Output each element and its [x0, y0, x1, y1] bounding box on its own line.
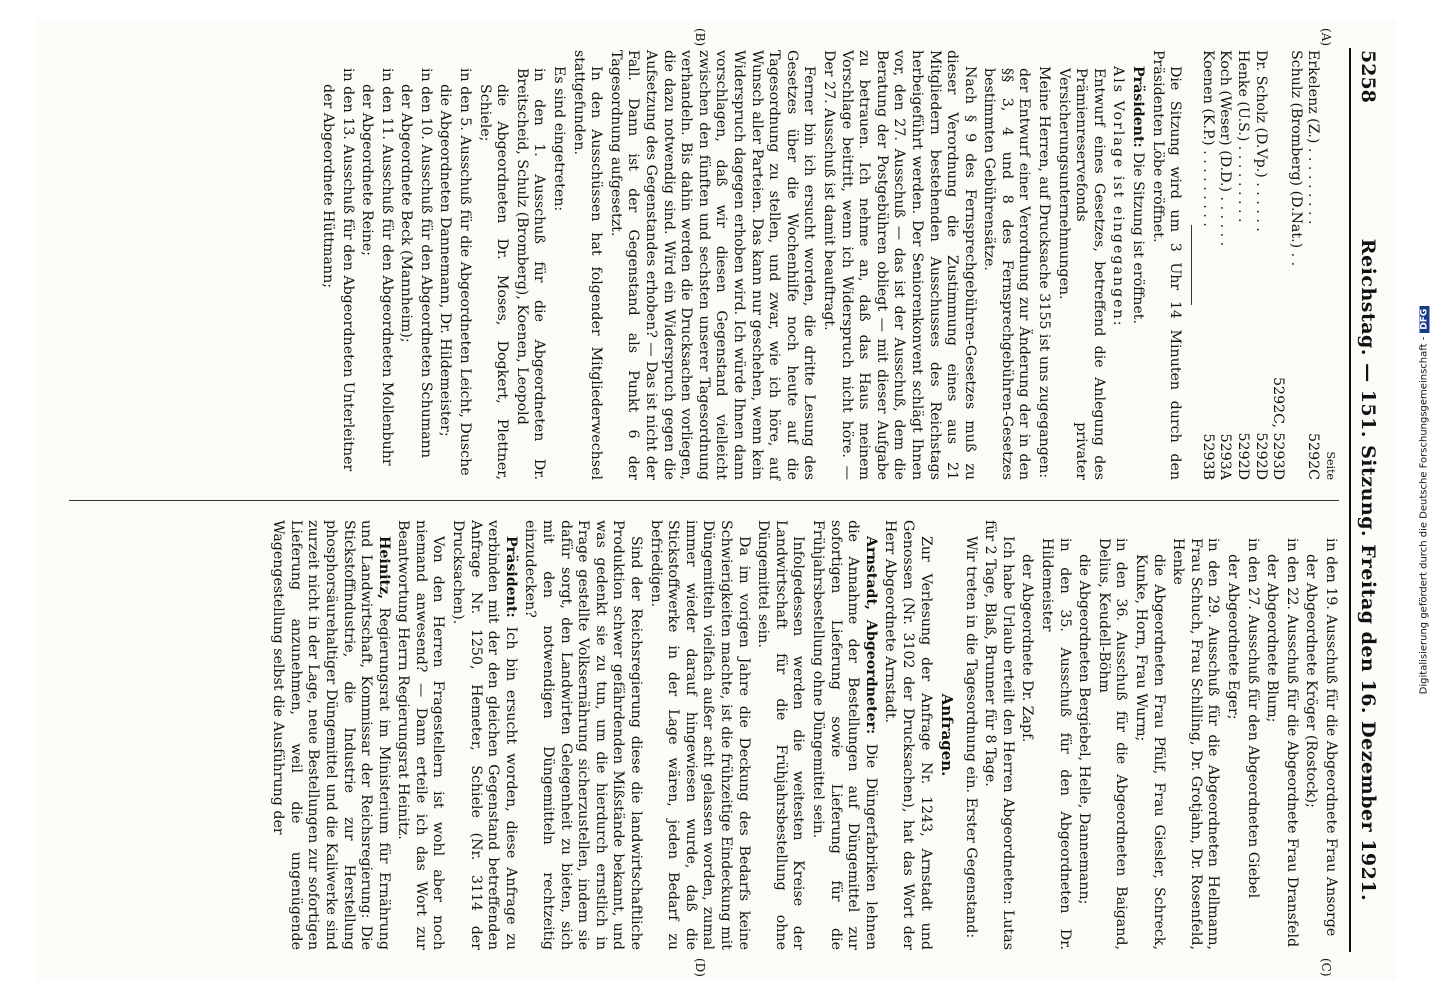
paragraph: in den 5. Ausschuß für die Abgeordneten Leicht, Dusche: [457, 68, 474, 476]
table-row: [1304, 50, 1322, 480]
paragraph: der Abgeordnete Beck (Mannheim);: [398, 84, 415, 343]
toc-speaker: Koenen (K.P.) . . . . . . . . .: [1199, 50, 1216, 227]
toc-page: 5292C, 5293D: [1270, 377, 1287, 480]
table-row: [1233, 50, 1251, 480]
paragraph: Ich habe Urlaub erteilt den Herren Abgeordneten: Lutas für 2 Tage, Blaß, Brunner für 8 Tage.: [982, 520, 1016, 950]
table-row: [1269, 50, 1287, 480]
table-row: [1198, 50, 1216, 480]
paragraph: die Abgeordneten Bergiebel, Helle, Dannemann;: [1076, 554, 1093, 905]
paragraph: Meine Herren, auf Drucksache 3155 ist uns zugegangen:: [1036, 66, 1053, 479]
paragraph: Infolgedessen werden die weitesten Kreise der Landwirtschaft für die Frühjahrsbestellung ohne Düngemittel sein.: [755, 520, 807, 950]
toc-speaker: Henke (U.S.) . . . . . . . . .: [1235, 50, 1252, 223]
paragraph: in den 36. Ausschuß für die Abgeordneten Baigand, Delius, Keudell-Böhm: [1095, 538, 1130, 950]
paragraph: in den 10. Ausschuß für den Abgeordneten Schumann: [417, 68, 434, 458]
paragraph: Wir treten in die Tagesordnung ein. Erster Gegenstand:: [962, 536, 979, 939]
paragraph: [808, 520, 878, 950]
paragraph: In den Ausschüssen hat folgender Mitgliederwechsel stattgefunden.: [570, 50, 605, 480]
paragraph: in den 35. Ausschuß für den Abgeordneten Dr. Hildemeister: [1039, 538, 1073, 950]
speaker-name: Heinitz,: [375, 536, 392, 600]
paragraph: Es sind eingetreten:: [551, 66, 568, 212]
paragraph: der Abgeordnete Dr. Zapf.: [1019, 554, 1036, 743]
paragraph: der Abgeordnete Eger;: [1225, 554, 1242, 720]
dfg-logo: DFG: [1420, 306, 1430, 333]
toc-speaker: Erkelenz (Z.) . . . . . . . . .: [1305, 50, 1322, 225]
digitization-credit: [1419, 110, 1430, 890]
paragraph-text: Die Düngerfabriken lehnen die Annahme der Bestellungen auf Düngemittel zur sofortigen Lieferung sowie Lieferung für die Frühjahrsbestellung ohne Düngemittel sein.: [809, 520, 879, 951]
page-number: 5258: [1357, 50, 1379, 103]
paragraph: in den 19. Ausschuß für die Abgeordnete Frau Ansorge: [1323, 538, 1339, 937]
paragraph: in den 29. Ausschuß für die Abgeordneten Hellmann, Frau Schuch, Frau Schilling, Dr. Grotjahn, Dr. Rosenfeld, Henke: [1170, 538, 1222, 950]
paragraph: [449, 520, 519, 950]
speaker-name: Arnstadt, Abgeordneter:: [862, 536, 879, 735]
table-row: [1286, 50, 1304, 480]
toc-page: 5293B: [1199, 433, 1216, 480]
column-divider: [69, 500, 1339, 501]
paragraph: Von den Herren Fragestellern ist wohl aber noch niemand anwesend? — Dann erteile ich das Wort zur Beantwortung Herrn Regierungsrat Heinitz.: [395, 520, 447, 950]
margin-marker-b: (B): [693, 28, 707, 47]
paragraph: [1128, 50, 1146, 480]
toc-speaker: [1269, 50, 1287, 341]
document-page: [37, 20, 1397, 980]
left-column: [316, 50, 1339, 480]
toc-speaker: Koch (Weser) (D.D.) . . . . . .: [1217, 50, 1234, 247]
paragraph: Als Vorlage ist eingegangen:: [1110, 66, 1127, 328]
paragraph: Entwurf eines Gesetzes, betreffend die Anlegung des Prämienreservefonds privater Versicherungsunternehmungen.: [1055, 68, 1107, 480]
paragraph-text: Ich bin ersucht worden, diese Anfrage zu verbinden mit der den gleichen Gegenstand betreffenden Anfrage Nr. 1250, Hemeter, Schiele (Nr. 3114 der Drucksachen).: [450, 520, 519, 950]
paragraph: Nach § 9 des Fernsprechgebühren-Gesetzes muß zu dieser Verordnung die Zustimmung eines aus 21 Mitgliedern bestehenden Ausschusses des Reichstags herbeigeführt werden. Der Seniorenkonvent schlägt Ihnen vor, den 27. Ausschuß — das ist der Ausschuß, dem die Beratung der Postgebühren obliegt — mit dieser Aufgabe zu betrauen. Ich nehme an, daß das Haus meinem Vorschlage beitritt, wenn ich Widerspruch nicht höre. — Der 27. Ausschuß ist damit beauftragt.: [820, 50, 978, 480]
toc-speaker: Dr. Scholz (D.Vp.) . . . . . .: [1252, 50, 1269, 232]
paragraph: die Abgeordneten Frau Pfülf, Frau Giesler, Schreck, Kunke, Horn, Frau Wurm;: [1133, 554, 1167, 950]
paragraph: der Entwurf einer Verordnung zur Änderung der in den §§ 3, 4 und 8 des Fernsprechgebühren-Gesetzes bestimmten Gebührensätze.: [981, 68, 1033, 480]
speaker-index: [1198, 50, 1321, 480]
table-row: [1251, 50, 1269, 480]
paragraph: der Abgeordnete Reine;: [359, 84, 376, 257]
paragraph: der Abgeordnete Kröger (Rostock);: [1303, 554, 1320, 808]
speaker-name: Präsident:: [1130, 66, 1147, 148]
paragraph: die Abgeordneten Dannemann, Dr. Hildemeister;: [437, 84, 454, 437]
paragraph: die Abgeordneten Dr. Moses, Dogkert, Plettner, Schiele;: [476, 84, 511, 480]
paragraph: in den 27. Ausschuß für den Abgeordneten Giebel: [1244, 538, 1261, 899]
paragraph: [269, 520, 392, 950]
paragraph: in den 11. Ausschuß für den Abgeordneten Mollenbuhr: [378, 68, 395, 466]
paragraph: in den 13. Ausschuß für den Abgeordneten Unterleitner: [339, 68, 356, 472]
paragraph: in den 22. Ausschuß für die Abgeordnete Frau Dransfeld: [1283, 538, 1300, 948]
table-row: [1216, 50, 1234, 480]
paragraph: der Abgeordnete Blum;: [1264, 554, 1281, 723]
section-heading: Anfragen.: [938, 693, 957, 777]
credit-text: Digitalisierung gefördert durch die Deutsche Forschungsgemeinschaft -: [1418, 336, 1430, 695]
toc-page: [1286, 341, 1304, 480]
toc-header: Seite: [1324, 451, 1337, 480]
margin-marker-c: (C): [1319, 958, 1333, 977]
paragraph: Da im vorigen Jahre die Deckung des Bedarfs keine Schwierigkeiten machte, ist die frühzeitige Eindeckung mit Düngemitteln vielfach außer acht gelassen worden, zumal immer wieder darauf hingewiesen wurde, daß die Stickstoffwerke in der Lage wären, jeden Bedarf zu befriedigen.: [647, 520, 752, 950]
right-column: [267, 520, 1339, 950]
speaker-name: Präsident:: [502, 536, 519, 618]
toc-page: 5292C: [1305, 433, 1322, 480]
header-rule: [1349, 48, 1351, 952]
paragraph: Sind der Reichsregierung diese die landwirtschaftliche Produktion schwer gefährdenden Mißstände bekannt, und was gedenkt sie zu tun, um die hierdurch ernstlich in Frage gestellte Volksernährung sicherzustellen, indem sie dafür sorgt, den Landwirten Gelegenheit zu bieten, sich mit den notwendigen Düngemitteln rechtzeitig einzudecken?: [522, 520, 645, 950]
paragraph: Zur Verlesung der Anfrage Nr. 1243, Arnstadt und Genossen (Nr. 3102 der Drucksachen), hat das Wort der Herr Abgeordnete Arnstadt.: [882, 520, 934, 950]
paragraph-text: Regierungsrat im Ministerium für Ernährung und Landwirtschaft, Kommissar der Reichsregierung: Die Stickstoffindustrie, die Industrie zur Herstellung phosphorsäurehaltiger Düngemittel und die Kaliwerke sind zurzeit nicht in der Lage, neue Bestellungen zur sofortigen Lieferung anzunehmen, weil die ungenügende Wagengestellung selbst die Ausführung der: [270, 520, 392, 950]
paragraph: in den 1. Ausschuß für die Abgeordneten Dr. Breitscheid, Schulz (Bromberg), Koenen, Leopold: [513, 68, 548, 480]
toc-page: 5293A: [1217, 433, 1234, 480]
toc-speaker: Schulz (Bromberg) (D.Nat.) . .: [1287, 50, 1304, 267]
margin-marker-a: (A): [1319, 28, 1333, 47]
toc-page: 5292D: [1235, 432, 1252, 480]
paragraph-text: Die Sitzung ist eröffnet.: [1130, 147, 1147, 324]
paragraph: Die Sitzung wird um 3 Uhr 14 Minuten durch den Präsidenten Löbe eröffnet.: [1149, 50, 1184, 480]
paragraph: Ferner bin ich ersucht worden, die dritte Lesung des Gesetzes über die Wochenhilfe noch heute auf die Tagesordnung zu stellen, und zwar, wie ich höre, auf Wunsch aller Parteien. Das kann nur geschehen, wenn kein Widerspruch dagegen erhoben wird. Ich würde Ihnen dann vorschlagen, daß wir diesen Gegenstand vielleicht zwischen den fünften und sechsten unserer Tagesordnung verhandeln. Bis dahin werden die Drucksachen vorliegen, die dazu notwendig sind. Wird ein Widerspruch gegen die Aufsetzung des Gegenstandes erhoben? — Das ist nicht der Fall. Dann ist der Gegenstand als Punkt 6 der Tagesordnung aufgesetzt.: [607, 50, 818, 480]
paragraph: der Abgeordnete Hüttmann;: [319, 84, 336, 289]
page-header-title: Reichstag. — 151. Sitzung. Freitag den 16. Dezember 1921.: [1357, 238, 1379, 902]
section-rule: [1191, 225, 1192, 305]
toc-page: 5292D: [1252, 432, 1269, 480]
margin-marker-d: (D): [693, 958, 707, 977]
